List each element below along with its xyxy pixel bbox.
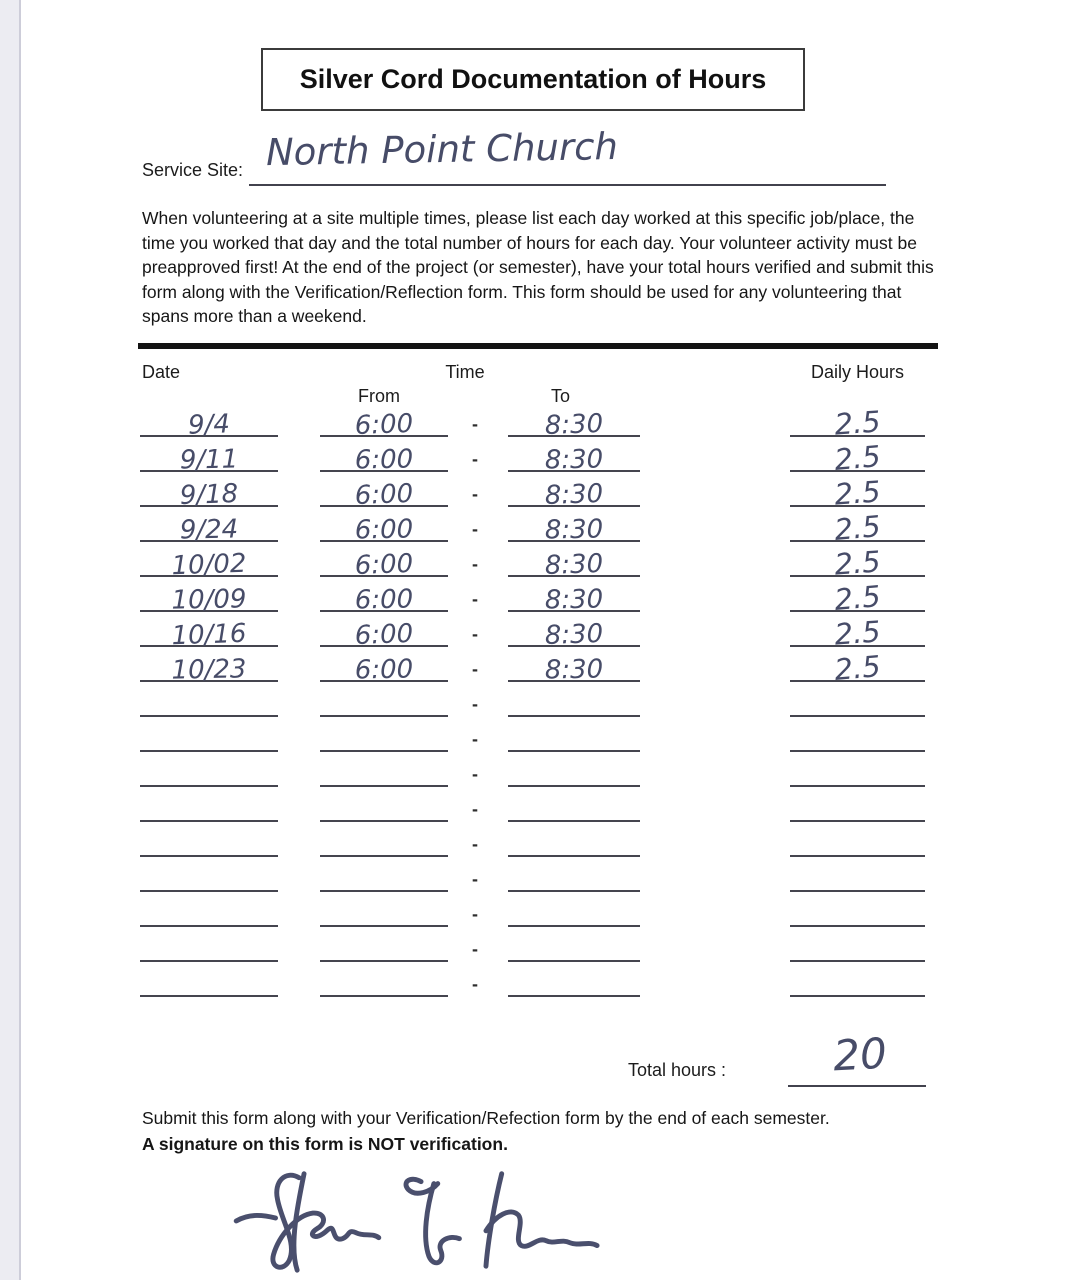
total-hours-handwritten-value: 20	[832, 1028, 888, 1081]
daily-hours-field	[790, 437, 925, 477]
instructions-paragraph: When volunteering at a site multiple times, please list each day worked at this specific job/place, the time you worked that day and the total number of hours for each day. Your volunteer activity must be preapproved first! At the end of the project (or semester), have your total hours verified and submit this form along with the Verification/Reflection form. This form should be used for any volunteering that spans more than a weekend.	[142, 208, 934, 326]
time-to-field	[508, 892, 640, 927]
time-from-field	[320, 857, 448, 892]
time-from-field	[320, 717, 448, 752]
service-site-handwritten-value: North Point Church	[265, 124, 619, 175]
date-handwritten-value: 9/18	[179, 478, 239, 512]
daily-hours-handwritten-value: 2.5	[833, 474, 882, 512]
time-to-handwritten-value: 8:30	[544, 618, 604, 652]
column-subheader-to: To	[551, 386, 571, 406]
time-from-field	[320, 472, 448, 512]
daily-hours-handwritten-value	[790, 995, 925, 1004]
time-from-handwritten-value: 6:00	[354, 478, 414, 512]
date-field	[140, 647, 278, 686]
daily-hours-field	[790, 822, 925, 857]
time-from-field	[320, 507, 448, 546]
daily-hours-field	[790, 927, 925, 962]
daily-hours-field	[790, 612, 925, 652]
time-from-field	[320, 612, 448, 652]
date-handwritten-value: 10/02	[171, 548, 247, 582]
date-field	[140, 717, 278, 752]
time-to-handwritten-value: 8:30	[544, 444, 604, 476]
hours-row	[140, 402, 940, 442]
hours-row	[140, 962, 940, 997]
form-title-box	[261, 48, 805, 111]
date-field	[140, 402, 278, 441]
time-separator-dash: -	[472, 414, 478, 434]
time-separator-dash: -	[472, 624, 478, 644]
time-separator-dash: -	[472, 904, 478, 924]
date-handwritten-value	[140, 998, 278, 1003]
time-separator-dash: -	[472, 589, 478, 609]
time-to-field	[508, 402, 640, 442]
daily-hours-field	[790, 682, 925, 717]
time-separator-dash: -	[472, 554, 478, 574]
time-to-handwritten-value	[508, 998, 640, 1003]
time-from-handwritten-value: 6:00	[354, 548, 414, 582]
time-separator-dash: -	[472, 974, 478, 994]
date-handwritten-value: 10/23	[171, 654, 247, 686]
daily-hours-field	[790, 787, 925, 822]
time-to-handwritten-value: 8:30	[544, 478, 604, 512]
time-separator-dash: -	[472, 764, 478, 784]
daily-hours-field	[790, 717, 925, 752]
time-to-field	[508, 507, 640, 546]
time-to-handwritten-value: 8:30	[544, 514, 604, 546]
date-field	[140, 577, 278, 616]
date-handwritten-value: 10/09	[171, 584, 247, 616]
daily-hours-field	[790, 857, 925, 892]
time-from-handwritten-value: 6:00	[354, 514, 414, 546]
daily-hours-field	[790, 647, 925, 687]
daily-hours-field	[790, 962, 925, 997]
daily-hours-field	[790, 472, 925, 512]
time-from-handwritten-value: 6:00	[354, 618, 414, 652]
time-from-field	[320, 682, 448, 717]
date-handwritten-value: 9/24	[179, 514, 239, 546]
date-field	[140, 892, 278, 927]
date-field	[140, 962, 278, 997]
time-to-field	[508, 472, 640, 512]
time-from-handwritten-value: 6:00	[354, 444, 414, 476]
time-from-field	[320, 647, 448, 686]
hours-row	[140, 752, 940, 787]
daily-hours-handwritten-value: 2.5	[833, 649, 882, 687]
hours-row	[140, 612, 940, 652]
hours-row	[140, 682, 940, 717]
signature-scribble	[225, 1160, 625, 1278]
hours-row	[140, 437, 940, 477]
daily-hours-handwritten-value: 2.5	[833, 439, 882, 477]
time-from-field	[320, 822, 448, 857]
scan-edge-strip	[0, 0, 21, 1280]
time-from-field	[320, 892, 448, 927]
total-hours-label: Total hours :	[628, 1060, 727, 1080]
time-separator-dash: -	[472, 449, 478, 469]
time-from-handwritten-value: 6:00	[354, 584, 414, 616]
date-field	[140, 857, 278, 892]
date-handwritten-value: 9/4	[187, 409, 231, 441]
daily-hours-field	[790, 892, 925, 927]
time-from-field	[320, 402, 448, 442]
time-to-field	[508, 542, 640, 582]
hours-row	[140, 717, 940, 752]
time-to-field	[508, 857, 640, 892]
time-to-field	[508, 787, 640, 822]
date-field	[140, 507, 278, 546]
date-field	[140, 822, 278, 857]
time-to-field	[508, 437, 640, 476]
hours-row	[140, 472, 940, 512]
hours-row	[140, 647, 940, 687]
time-from-field	[320, 542, 448, 582]
hours-row	[140, 927, 940, 962]
time-to-handwritten-value: 8:30	[544, 654, 604, 686]
time-separator-dash: -	[472, 834, 478, 854]
time-to-field	[508, 577, 640, 616]
daily-hours-field	[790, 507, 925, 547]
time-from-field	[320, 577, 448, 616]
service-site-label: Service Site:	[142, 160, 244, 180]
time-to-field	[508, 962, 640, 997]
time-from-handwritten-value: 6:00	[354, 408, 414, 442]
daily-hours-handwritten-value: 2.5	[833, 614, 882, 652]
date-handwritten-value: 9/11	[179, 444, 239, 476]
date-field	[140, 437, 278, 476]
hours-row	[140, 892, 940, 927]
hours-row	[140, 577, 940, 617]
hours-row	[140, 507, 940, 547]
time-to-handwritten-value: 8:30	[544, 584, 604, 616]
time-from-field	[320, 962, 448, 997]
time-from-handwritten-value	[320, 998, 448, 1002]
time-from-field	[320, 437, 448, 476]
hours-row	[140, 822, 940, 857]
time-to-handwritten-value: 8:30	[544, 408, 604, 442]
time-separator-dash: -	[472, 519, 478, 539]
time-from-field	[320, 787, 448, 822]
hours-table-rows	[140, 402, 940, 997]
date-field	[140, 787, 278, 822]
daily-hours-field	[790, 752, 925, 787]
time-from-field	[320, 752, 448, 787]
date-field	[140, 682, 278, 717]
column-header-daily-hours: Daily Hours	[811, 362, 905, 382]
time-to-field	[508, 717, 640, 752]
daily-hours-handwritten-value: 2.5	[833, 404, 882, 442]
daily-hours-field	[790, 542, 925, 582]
time-to-field	[508, 682, 640, 717]
time-to-handwritten-value: 8:30	[544, 548, 604, 582]
signature-warning: A signature on this form is NOT verification.	[142, 1134, 508, 1154]
daily-hours-handwritten-value: 2.5	[833, 509, 882, 547]
time-separator-dash: -	[472, 694, 478, 714]
date-handwritten-value: 10/16	[171, 618, 247, 652]
date-field	[140, 542, 278, 582]
page-title: Silver Cord Documentation of Hours	[299, 64, 767, 94]
column-header-date: Date	[142, 362, 181, 382]
daily-hours-field	[790, 402, 925, 442]
time-to-field	[508, 822, 640, 857]
time-separator-dash: -	[472, 869, 478, 889]
date-field	[140, 472, 278, 512]
date-field	[140, 927, 278, 962]
submit-note: Submit this form along with your Verification/Refection form by the end of each semester.	[142, 1108, 830, 1128]
table-top-rule	[138, 343, 938, 349]
time-separator-dash: -	[472, 729, 478, 749]
date-field	[140, 752, 278, 787]
time-separator-dash: -	[472, 939, 478, 959]
column-subheader-from: From	[358, 386, 400, 406]
column-header-time: Time	[445, 362, 485, 382]
time-from-field	[320, 927, 448, 962]
time-to-field	[508, 612, 640, 652]
daily-hours-handwritten-value: 2.5	[833, 579, 882, 617]
date-field	[140, 612, 278, 652]
hours-row	[140, 542, 940, 582]
daily-hours-field	[790, 577, 925, 617]
time-to-field	[508, 752, 640, 787]
hours-row	[140, 787, 940, 822]
time-separator-dash: -	[472, 659, 478, 679]
daily-hours-handwritten-value: 2.5	[833, 544, 882, 582]
time-separator-dash: -	[472, 799, 478, 819]
hours-row	[140, 857, 940, 892]
time-to-field	[508, 647, 640, 686]
time-to-field	[508, 927, 640, 962]
time-separator-dash: -	[472, 484, 478, 504]
time-from-handwritten-value: 6:00	[354, 654, 414, 686]
